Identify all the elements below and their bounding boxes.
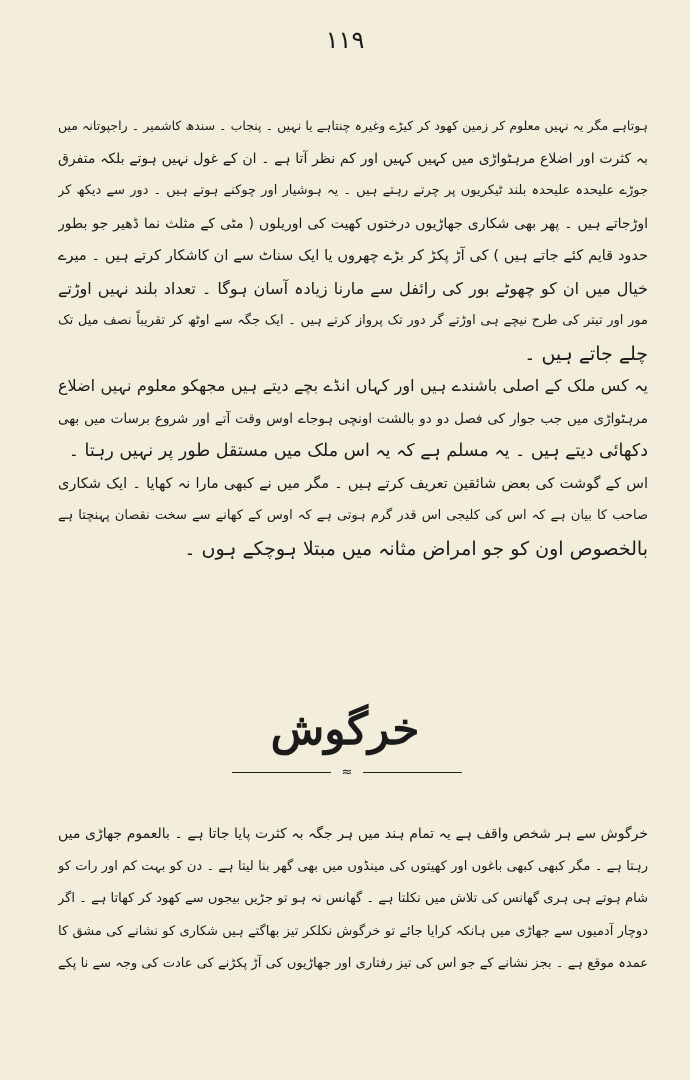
text-line: چلے جاتے ہیں ۔	[524, 342, 648, 365]
text-line: جوڑے علیحدہ علیحدہ بلند ٹیکریوں پر چرتے رہتے ہیں ۔ یہ ہوشیار اور چوکنے ہوتے ہیں ۔ دور سے دیکھ کر	[58, 183, 648, 198]
heading-ornament	[232, 766, 462, 780]
text-line: بہ کثرت اور اضلاع مرہٹواڑی میں کہیں کہیں اور کم نظر آتا ہے ۔ ان کے غول نہیں ہوتے بلکہ متفرق	[58, 150, 648, 167]
text-line: شام ہوتے ہی ہری گھانس کی تلاش میں نکلتا ہے ۔ گھانس نہ ہو تو جڑیں بیجوں سے کھود کر کھاتا ہے ۔ اگر	[58, 891, 648, 906]
text-line: دوچار آدمیوں سے جھاڑی میں ہانکہ کرایا جائے تو خرگوش نکلکر تیز بھاگتے ہیں شکاری کو نشانے کی مشق کا	[58, 923, 648, 939]
text-line: اس کے گوشت کی بعض شائقین تعریف کرتے ہیں ۔ مگر میں نے کبھی مارا نہ کھایا ۔ ایک شکاری	[58, 475, 648, 492]
text-line: عمدہ موقع ہے ۔ بجز نشانے کے جو اس کی تیز رفتاری اور جھاڑیوں کی آڑ پکڑنے کی عادت کی وجہ سے نا پکے	[58, 956, 648, 971]
text-line: اوڑجاتے ہیں ۔ پھر بھی شکاری جھاڑیوں درختوں کھیت کی اوریلوں ( مٹی کے مثلث نما ڈھیر جو بطور	[58, 215, 648, 232]
text-line: مور اور تیتر کی طرح نیچے ہی اوڑتے گر دور تک پرواز کرتے ہیں ۔ ایک جگہ سے اوٹھ کر تقریباً نصف میل تک	[58, 313, 648, 328]
text-line: خرگوش سے ہر شخص واقف ہے یہ تمام ہند میں ہر جگہ بہ کثرت پایا جاتا ہے ۔ بالعموم جھاڑی میں	[58, 826, 648, 842]
section-text-previous	[58, 110, 648, 565]
text-line: حدود قایم کئے جاتے ہیں ) کی آڑ پکڑ کر بڑے چھروں یا ایک سناٹ سے ان کاشکار کرتے ہیں ۔ میرے	[58, 248, 648, 264]
text-line: صاحب کا بیان ہے کہ اس کی کلیجی اس قدر گرم ہوتی ہے کہ اوس کے کھانے سے سخت نقصان پہنچتا ہے	[58, 508, 648, 523]
ornament-flourish-icon: ≈	[331, 766, 363, 780]
text-line: یہ کس ملک کے اصلی باشندے ہیں اور کہاں انڈے بچے دیتے ہیں مجھکو معلوم نہیں اضلاع	[58, 376, 648, 395]
text-line: ہوتاہے مگر یہ نہیں معلوم کر زمین کھود کر کیڑے وغیرہ چنتاہے یا نہیں ۔ پنجاب ۔ سندھ کاشمیر ۔ راجپوتانہ میں	[58, 118, 648, 133]
section-text-rabbit	[58, 818, 648, 981]
text-line: خیال میں ان کو چھوٹے بور کی رائفل سے مارنا زیادہ آسان ہوگا ۔ تعداد بلند نہیں اوڑتے	[58, 278, 648, 298]
section-heading-wrap	[0, 700, 690, 760]
text-line: دکھائی دیتے ہیں ۔ یہ مسلم ہے کہ یہ اس ملک میں مستقل طور پر نہیں رہتا ۔	[68, 441, 648, 461]
section-heading: خرگوش	[270, 704, 420, 755]
text-line: رہتا ہے ۔ مگر کبھی کبھی باغوں اور کھیتوں کی مینڈوں میں بھی گھر بنا لیتا ہے ۔ دن کو بہت کم اور رات کو	[58, 858, 648, 874]
page-number: ۱۱۹	[325, 26, 365, 54]
text-line: مرہٹواڑی میں جب جوار کی فصل دو دو بالشت اونچی ہوجاے اوس وقت آتے اور شروع برسات میں بھی	[58, 410, 648, 427]
text-line: بالخصوص اون کو جو امراض مثانہ میں مبتلا ہوچکے ہوں ۔	[184, 537, 648, 560]
